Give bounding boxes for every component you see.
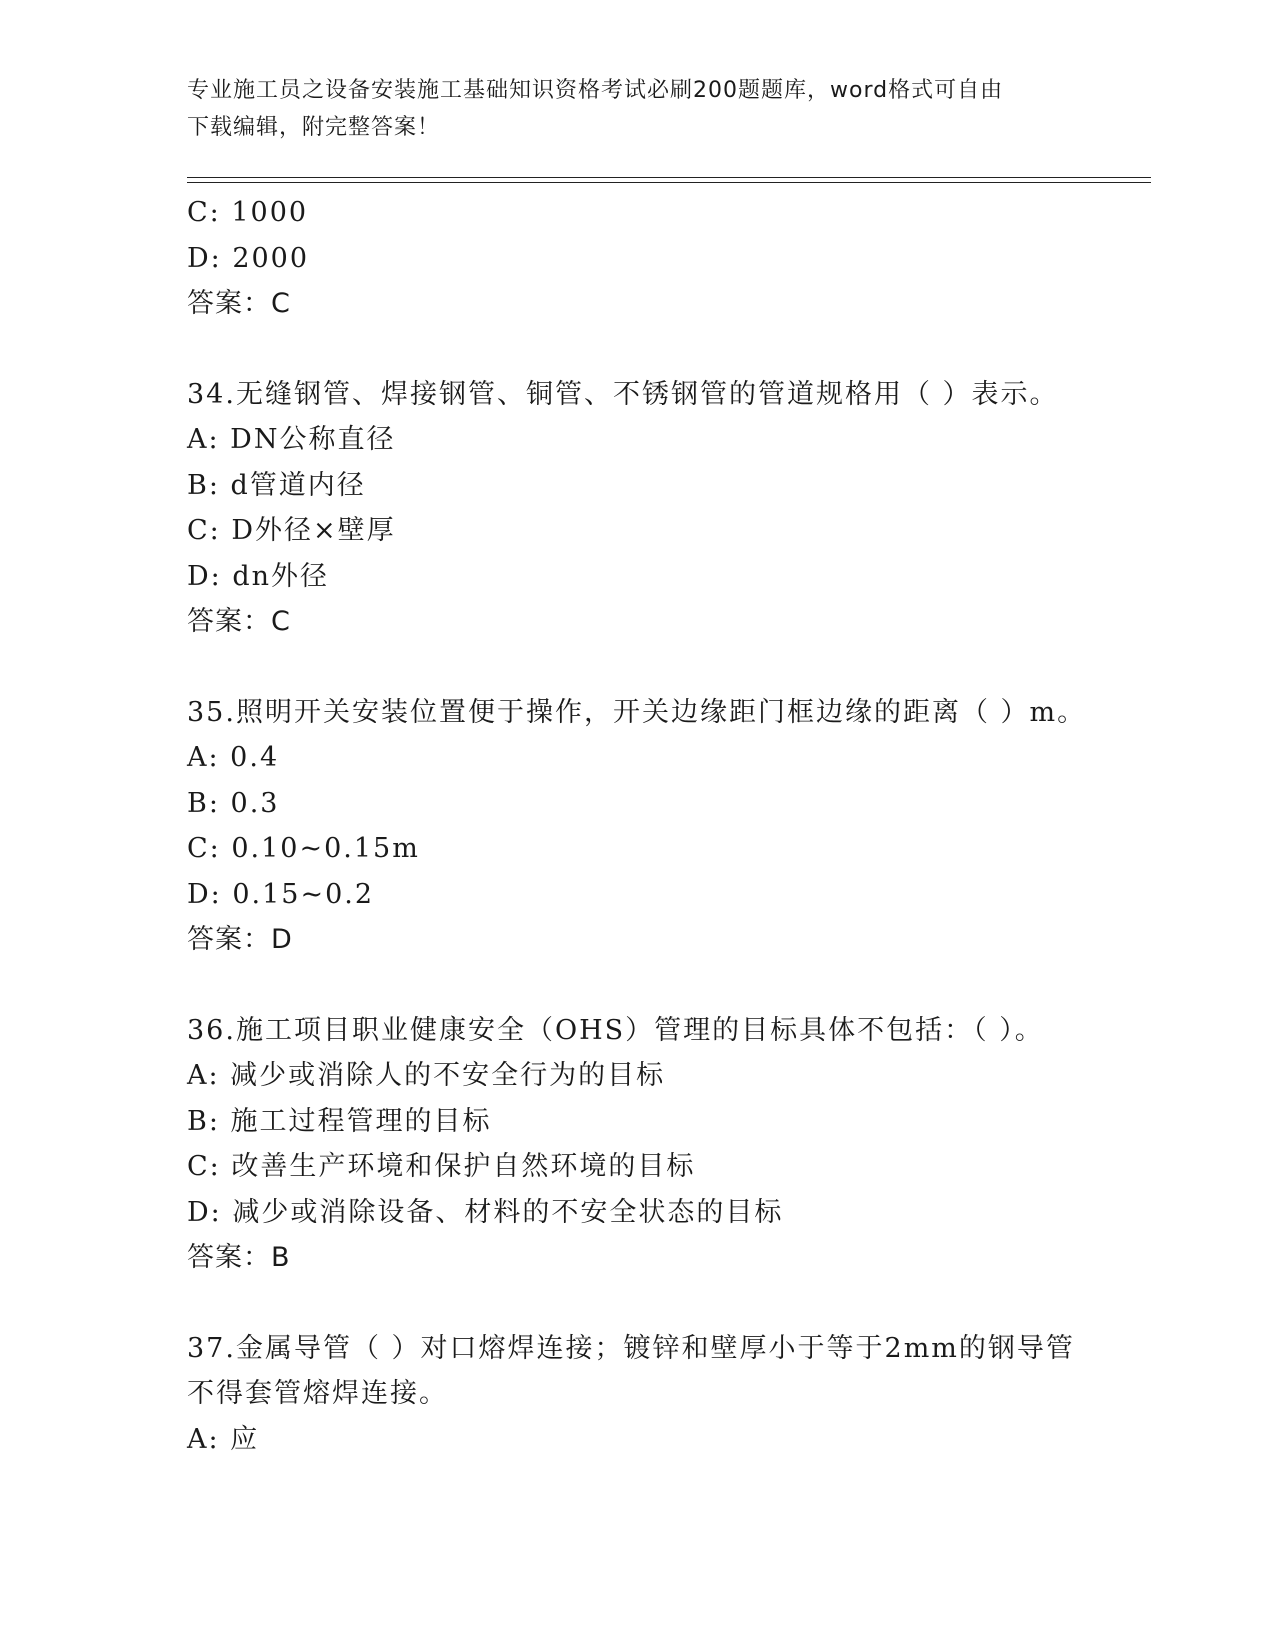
option-c: C: 1000: [187, 197, 309, 228]
answer-line: 答案：D: [187, 924, 293, 955]
option-d: D: 减少或消除设备、材料的不安全状态的目标: [187, 1196, 784, 1228]
option-b: B: 0.3: [187, 787, 280, 819]
option-a: A: 减少或消除人的不安全行为的目标: [187, 1060, 666, 1091]
option-a: A: 应: [187, 1423, 260, 1455]
option-d: D: dn外径: [187, 560, 329, 592]
option-d: D: 0.15~0.2: [187, 878, 375, 910]
header-divider-bottom: [187, 182, 1151, 183]
answer-line: 答案：B: [187, 1242, 291, 1273]
question-block-34: [187, 372, 1087, 645]
question-block-33: [187, 190, 1087, 327]
option-c: C: 改善生产环境和保护自然环境的目标: [187, 1151, 696, 1182]
question-stem: 34.无缝钢管、焊接钢管、铜管、不锈钢管的管道规格用（ ）表示。: [187, 378, 1059, 410]
option-b: B: d管道内径: [187, 469, 366, 501]
document-header: [187, 72, 1087, 146]
question-stem-line-2: 不得套管熔焊连接。: [187, 1378, 448, 1409]
question-stem: 36.施工项目职业健康安全（OHS）管理的目标具体不包括：（ ）。: [187, 1014, 1044, 1046]
question-stem-line-1: 37.金属导管（ ）对口熔焊连接；镀锌和壁厚小于等于2mm的钢导管: [187, 1332, 1075, 1364]
answer-line: 答案：C: [187, 288, 291, 319]
question-block-35: [187, 690, 1087, 963]
question-block-37: [187, 1326, 1087, 1463]
header-title-line-1: 专业施工员之设备安装施工基础知识资格考试必刷200题题库，word格式可自由: [187, 78, 1004, 103]
option-a: A: 0.4: [187, 742, 280, 773]
question-list: [187, 190, 1087, 1462]
option-a: A: DN公称直径: [187, 424, 396, 455]
option-c: C: D外径×壁厚: [187, 515, 396, 546]
question-block-36: [187, 1008, 1087, 1281]
option-d: D: 2000: [187, 242, 310, 274]
question-stem: 35.照明开关安装位置便于操作，开关边缘距门框边缘的距离（ ）m。: [187, 696, 1087, 728]
option-c: C: 0.10~0.15m: [187, 833, 420, 864]
option-b: B: 施工过程管理的目标: [187, 1105, 492, 1137]
header-title-line-2: 下载编辑，附完整答案！: [187, 115, 441, 140]
header-divider-top: [187, 177, 1151, 178]
answer-line: 答案：C: [187, 606, 291, 637]
